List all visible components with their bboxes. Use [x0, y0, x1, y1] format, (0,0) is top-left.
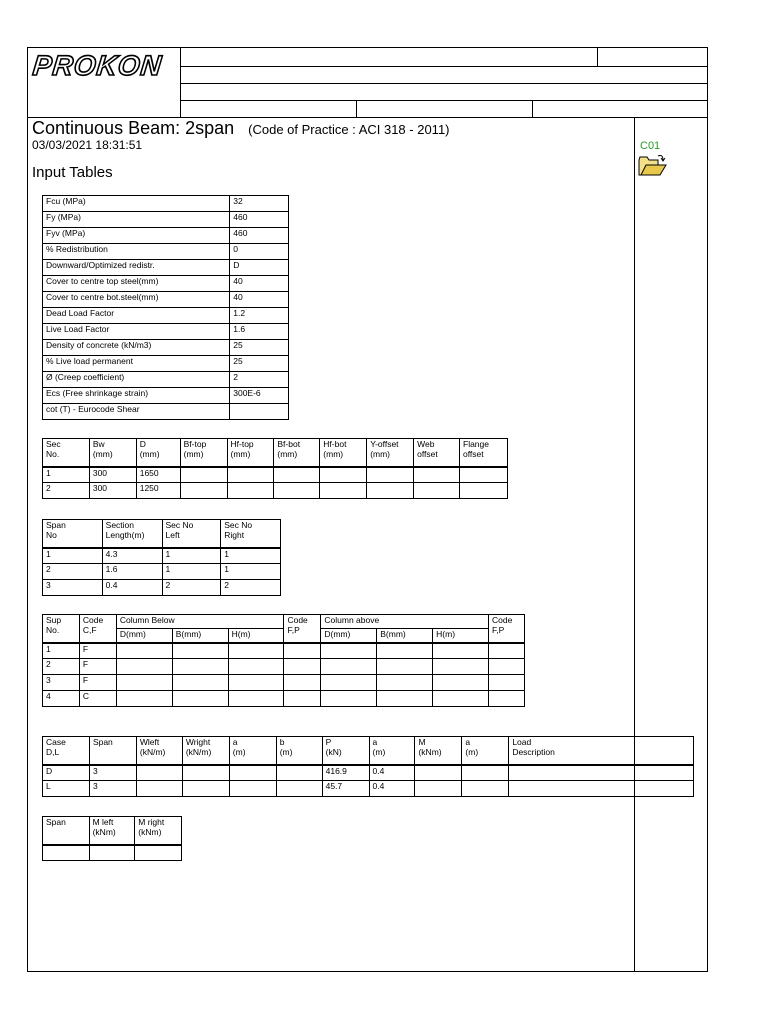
table-cell: [182, 781, 229, 797]
column-header-line2: (mm): [230, 448, 251, 459]
column-header: [229, 737, 276, 765]
column-group-header: Column Below: [116, 615, 284, 629]
property-value: 40: [230, 292, 289, 308]
column-header-line2: (m): [279, 746, 293, 757]
column-header-line2: (mm): [370, 448, 391, 459]
column-header: [43, 439, 90, 467]
table-cell: [509, 781, 635, 797]
property-label: Density of concrete (kN/m3): [43, 340, 230, 356]
table-cell: 1: [43, 643, 80, 659]
table-cell: [116, 643, 172, 659]
column-header-line1: Hf-bot: [323, 439, 347, 449]
column-header-line1: Code: [491, 615, 513, 625]
column-header: [367, 439, 414, 467]
column-header-line1: Sec No: [165, 520, 194, 530]
table-cell: [367, 483, 414, 499]
table-row: [43, 228, 289, 244]
table-cell: [367, 467, 414, 483]
column-header-line1: Flange: [463, 439, 489, 449]
table-cell: [415, 781, 462, 797]
table-cell: [460, 467, 508, 483]
table-cell: D: [43, 765, 90, 781]
column-header-line1: Case: [46, 737, 66, 747]
column-header: [284, 615, 321, 643]
table-cell: [274, 467, 320, 483]
spans-table: [42, 519, 281, 596]
table-cell: 3: [43, 580, 103, 596]
column-header-line2: (mm): [92, 448, 113, 459]
column-header-line1: b: [279, 737, 285, 747]
column-header-line2: (mm): [183, 448, 204, 459]
table-row: [43, 260, 289, 276]
column-header-line2: No: [46, 529, 57, 540]
table-cell: [462, 765, 509, 781]
property-value: 460: [230, 228, 289, 244]
column-header: [415, 737, 462, 765]
table-cell: [284, 675, 321, 691]
table-cell: [433, 675, 489, 691]
table-cell: [321, 643, 377, 659]
header-rule-3: [180, 100, 708, 101]
property-value: 1.2: [230, 308, 289, 324]
table-cell: [227, 483, 274, 499]
header-cell-divider-2: [532, 100, 533, 117]
column-header: [414, 439, 460, 467]
column-header-line1: Wright: [185, 737, 211, 747]
table-cell: 45.7: [322, 781, 369, 797]
table-cell: 3: [89, 765, 136, 781]
table-row: [43, 324, 289, 340]
table-cell: 3: [43, 675, 80, 691]
column-header-line1: Y-offset: [370, 439, 399, 449]
column-header: [322, 737, 369, 765]
material-properties-table: [42, 195, 289, 420]
table-row: [43, 276, 289, 292]
column-header: [89, 817, 135, 845]
column-header-line2: (m): [232, 746, 246, 757]
column-header-line2: (m): [372, 746, 386, 757]
column-header-line2: Description: [512, 746, 555, 757]
column-header-line1: Span: [46, 817, 66, 827]
column-header-line2: (kN/m): [185, 746, 212, 757]
table-row: [43, 845, 182, 861]
column-header-line1: a: [465, 737, 471, 747]
property-label: % Redistribution: [43, 244, 230, 260]
table-cell: [228, 691, 284, 707]
table-row: [43, 340, 289, 356]
table-cell: 1250: [136, 483, 180, 499]
table-row: [43, 659, 525, 675]
column-header: [369, 737, 415, 765]
column-header: [509, 737, 635, 765]
table-row: [43, 580, 281, 596]
table-row: [43, 643, 525, 659]
table-cell: [172, 691, 228, 707]
column-header-line1: Sec No: [224, 520, 253, 530]
table-cell: [227, 467, 274, 483]
header-divider-vertical: [180, 47, 181, 117]
column-header: [43, 520, 103, 548]
column-header-line1: M left: [92, 817, 114, 827]
property-label: Cover to centre bot.steel(mm): [43, 292, 230, 308]
column-header-line2: (kNm): [418, 746, 442, 757]
column-header-line1: a: [372, 737, 378, 747]
table-cell: 3: [89, 781, 136, 797]
column-header: [135, 817, 182, 845]
table-cell: 2: [162, 580, 221, 596]
column-header: [488, 615, 524, 643]
table-cell: 300: [89, 467, 136, 483]
column-header: [162, 520, 221, 548]
property-label: Dead Load Factor: [43, 308, 230, 324]
table-cell: [488, 675, 524, 691]
table-cell: 1: [43, 467, 90, 483]
column-header-line1: Code: [82, 615, 104, 625]
table-cell: 300: [89, 483, 136, 499]
table-row: [43, 244, 289, 260]
end-moments-table: [42, 816, 182, 861]
property-label: Fy (MPa): [43, 212, 230, 228]
column-header-line2: (kNm): [92, 826, 116, 837]
column-subheader: D(mm): [321, 629, 377, 643]
table-cell: 1.6: [102, 564, 162, 580]
property-label: cot (T) - Eurocode Shear: [43, 404, 230, 420]
column-subheader: D(mm): [116, 629, 172, 643]
column-subheader: H(m): [433, 629, 489, 643]
table-row: [43, 372, 289, 388]
table-cell: [172, 659, 228, 675]
page-title: [32, 118, 450, 139]
table-cell: F: [79, 675, 116, 691]
table-cell: [414, 467, 460, 483]
table-cell: [433, 643, 489, 659]
table-cell: [136, 781, 182, 797]
table-cell: [284, 691, 321, 707]
column-header-line2: (kN): [325, 746, 342, 757]
loads-table: [42, 736, 694, 797]
table-row: [43, 781, 694, 797]
column-subheader: B(mm): [172, 629, 228, 643]
supports-table: [42, 614, 525, 707]
sections-table: [42, 438, 508, 499]
table-row: [43, 483, 508, 499]
column-header-line2: (m): [465, 746, 479, 757]
column-group-header: Column above: [321, 615, 489, 629]
header-row: [43, 817, 182, 845]
table-cell: [172, 643, 228, 659]
table-cell: 1: [221, 548, 281, 564]
table-row: [43, 388, 289, 404]
datetime: 03/03/2021 18:31:51: [32, 138, 143, 152]
column-header: [136, 737, 182, 765]
table-cell: [462, 781, 509, 797]
table-cell: [321, 659, 377, 675]
table-cell: [43, 845, 90, 861]
header-cell-divider-top: [597, 47, 598, 66]
property-label: Fcu (MPa): [43, 196, 230, 212]
table-cell: [320, 467, 367, 483]
table-cell: [274, 483, 320, 499]
column-header-line1: Span: [92, 737, 113, 747]
column-header-line2: D,L: [46, 746, 60, 757]
column-header: [180, 439, 227, 467]
table-cell: [182, 765, 229, 781]
table-cell: [228, 675, 284, 691]
table-row: [43, 765, 694, 781]
column-header-line2: (mm): [139, 448, 160, 459]
column-header-line1: Sec: [46, 439, 61, 449]
table-cell: [377, 659, 433, 675]
table-cell: 416.9: [322, 765, 369, 781]
property-value: 2: [230, 372, 289, 388]
table-cell: [228, 643, 284, 659]
column-header: [227, 439, 274, 467]
table-cell: [488, 643, 524, 659]
property-label: Fyv (MPa): [43, 228, 230, 244]
property-label: Ecs (Free shrinkage strain): [43, 388, 230, 404]
property-label: Ø (Creep coefficient): [43, 372, 230, 388]
table-cell: 1: [162, 564, 221, 580]
table-cell: 1650: [136, 467, 180, 483]
column-header-line1: P: [325, 737, 332, 747]
column-header-line1: Sup: [46, 615, 62, 625]
property-value: D: [230, 260, 289, 276]
column-header: [136, 439, 180, 467]
column-header-line1: Load: [512, 737, 532, 747]
property-value: 25: [230, 356, 289, 372]
table-cell: [89, 845, 135, 861]
table-cell: 1: [221, 564, 281, 580]
table-cell: [377, 691, 433, 707]
table-cell: [488, 691, 524, 707]
header-rule-2: [180, 83, 708, 84]
column-header-line2: Right: [224, 529, 245, 540]
table-cell: [172, 675, 228, 691]
header-row: [43, 520, 281, 548]
property-label: Cover to centre top steel(mm): [43, 276, 230, 292]
column-header: [182, 737, 229, 765]
column-header-line2: offset: [463, 448, 484, 459]
table-row: [43, 691, 525, 707]
column-header-line1: Bf-top: [183, 439, 207, 449]
table-cell: [228, 659, 284, 675]
table-cell: [414, 483, 460, 499]
table-cell: [460, 483, 508, 499]
table-cell: 1: [162, 548, 221, 564]
section-title: Input Tables: [32, 164, 113, 181]
column-header: [43, 737, 90, 765]
right-margin-column: [634, 117, 635, 972]
table-cell: [276, 781, 322, 797]
column-header-line1: Web: [417, 439, 435, 449]
table-cell: [488, 659, 524, 675]
column-header-line2: (kNm): [138, 826, 162, 837]
column-header: [635, 737, 694, 765]
column-header: [43, 817, 90, 845]
header-cell-divider-1: [356, 100, 357, 117]
table-cell: [116, 691, 172, 707]
header-row-top: [43, 615, 525, 629]
column-header-line2: F,P: [287, 624, 300, 635]
column-header: [276, 737, 322, 765]
table-row: [43, 356, 289, 372]
table-cell: [116, 675, 172, 691]
property-value: [230, 404, 289, 420]
table-cell: [136, 765, 182, 781]
table-cell: [635, 781, 694, 797]
table-row: [43, 308, 289, 324]
column-header: [89, 737, 136, 765]
header-row: [43, 737, 694, 765]
column-header: [79, 615, 116, 643]
column-subheader: H(m): [228, 629, 284, 643]
header-rule-1: [180, 66, 708, 67]
table-cell: 1: [43, 548, 103, 564]
column-header-line2: No.: [46, 624, 60, 635]
table-cell: [229, 765, 276, 781]
column-header: [460, 439, 508, 467]
column-header: [89, 439, 136, 467]
table-cell: [321, 691, 377, 707]
prokon-logo: PROKON: [31, 50, 164, 81]
column-header-line2: offset: [417, 448, 438, 459]
property-label: Live Load Factor: [43, 324, 230, 340]
column-header-line1: Hf-top: [230, 439, 254, 449]
table-cell: 0.4: [369, 781, 415, 797]
header-row: [43, 439, 508, 467]
column-header-line1: Section: [105, 520, 135, 530]
sheet-id-label[interactable]: C01: [640, 140, 661, 152]
table-cell: [377, 643, 433, 659]
open-folder-icon[interactable]: [638, 154, 668, 178]
table-cell: [180, 483, 227, 499]
code-of-practice: (Code of Practice : ACI 318 - 2011): [248, 122, 450, 137]
column-header: [43, 615, 80, 643]
table-cell: 0.4: [102, 580, 162, 596]
table-cell: L: [43, 781, 90, 797]
table-cell: [635, 765, 694, 781]
table-cell: [276, 765, 322, 781]
table-cell: [229, 781, 276, 797]
table-cell: [284, 659, 321, 675]
property-label: % Live load permanent: [43, 356, 230, 372]
column-header-line2: (kN/m): [139, 746, 166, 757]
column-header: [102, 520, 162, 548]
table-cell: [321, 675, 377, 691]
table-cell: [135, 845, 182, 861]
property-value: 300E-6: [230, 388, 289, 404]
table-cell: [320, 483, 367, 499]
column-header: [221, 520, 281, 548]
table-cell: 2: [43, 659, 80, 675]
table-cell: F: [79, 643, 116, 659]
table-cell: [180, 467, 227, 483]
column-header-line1: D: [139, 439, 146, 449]
column-header: [274, 439, 320, 467]
column-header: [320, 439, 367, 467]
property-label: Downward/Optimized redistr.: [43, 260, 230, 276]
table-cell: 0.4: [369, 765, 415, 781]
column-header-line2: Left: [165, 529, 180, 540]
table-cell: 2: [43, 483, 90, 499]
property-value: 460: [230, 212, 289, 228]
table-cell: 4: [43, 691, 80, 707]
column-header-line1: Bf-bot: [277, 439, 301, 449]
table-row: [43, 212, 289, 228]
table-row: [43, 467, 508, 483]
column-header-line1: a: [232, 737, 238, 747]
beam-title: Continuous Beam: 2span: [32, 118, 235, 138]
table-cell: [377, 675, 433, 691]
property-value: 25: [230, 340, 289, 356]
table-row: [43, 564, 281, 580]
table-cell: [433, 691, 489, 707]
column-header-line1: Bw: [92, 439, 105, 449]
table-cell: F: [79, 659, 116, 675]
table-cell: C: [79, 691, 116, 707]
column-header-line2: No.: [46, 448, 60, 459]
column-header-line1: Wleft: [139, 737, 160, 747]
column-header-line1: Span: [46, 520, 66, 530]
table-cell: [284, 643, 321, 659]
column-header-line1: Code: [287, 615, 308, 625]
column-header-line1: M: [418, 737, 426, 747]
property-value: 32: [230, 196, 289, 212]
column-header-line2: F,P: [491, 624, 505, 635]
table-cell: 2: [221, 580, 281, 596]
table-row: [43, 404, 289, 420]
property-value: 1.6: [230, 324, 289, 340]
column-header-line1: M right: [138, 817, 165, 827]
table-cell: [116, 659, 172, 675]
property-value: 0: [230, 244, 289, 260]
column-subheader: B(mm): [377, 629, 433, 643]
table-row: [43, 196, 289, 212]
column-header-line2: C,F: [82, 624, 97, 635]
table-cell: [433, 659, 489, 675]
table-row: [43, 548, 281, 564]
column-header-line2: (mm): [277, 448, 298, 459]
property-value: 40: [230, 276, 289, 292]
table-cell: 4.3: [102, 548, 162, 564]
column-header: [462, 737, 509, 765]
column-header-line2: (mm): [323, 448, 344, 459]
table-cell: [509, 765, 635, 781]
table-row: [43, 292, 289, 308]
table-cell: [415, 765, 462, 781]
table-row: [43, 675, 525, 691]
table-cell: 2: [43, 564, 103, 580]
column-header-line2: Length(m): [105, 529, 145, 540]
